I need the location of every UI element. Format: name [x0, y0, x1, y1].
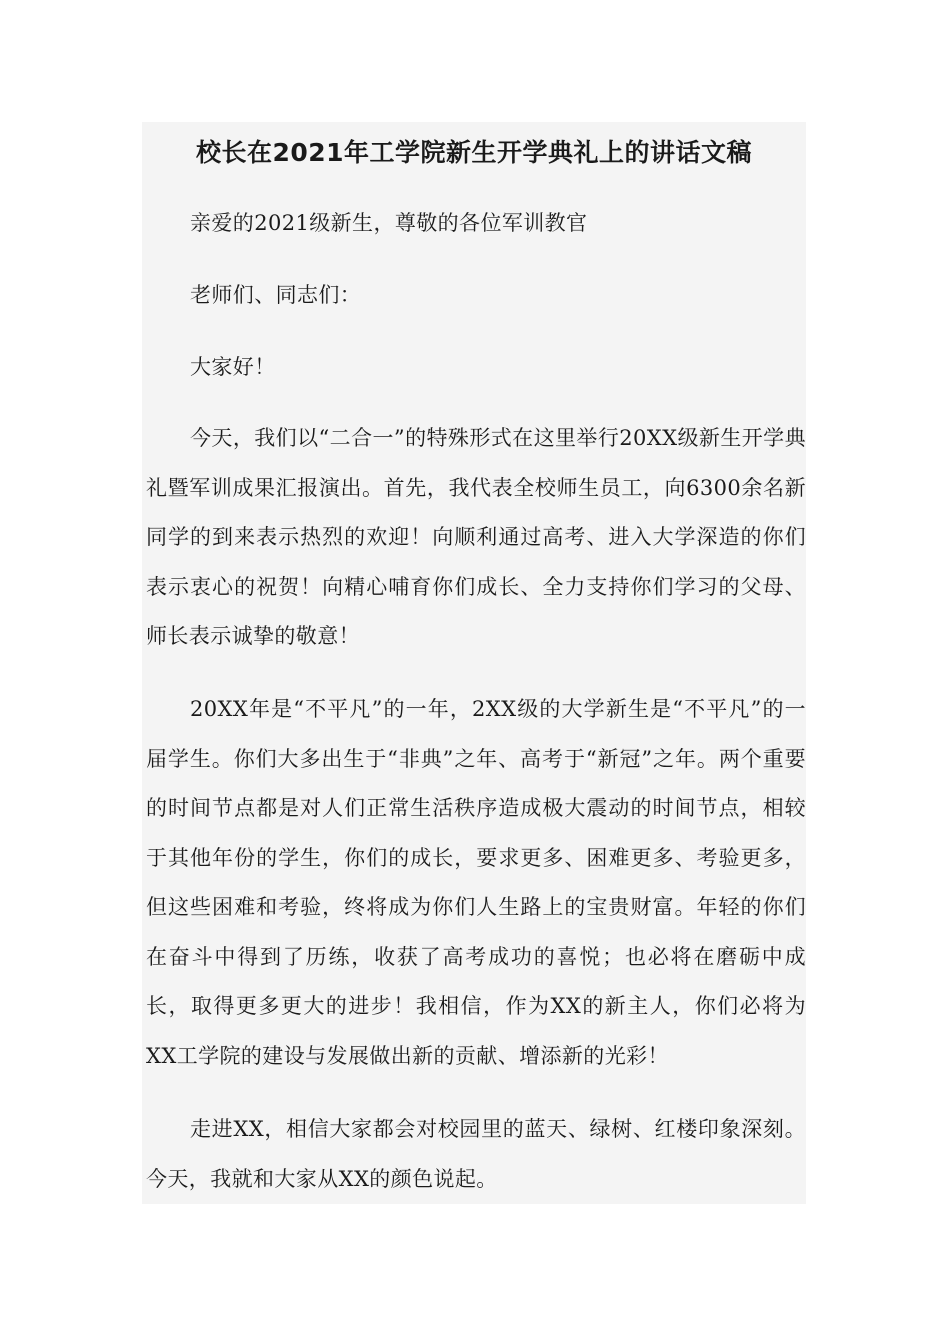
greeting-paragraph: 大家好！: [190, 355, 276, 379]
salutation-paragraph: 老师们、同志们：: [190, 283, 362, 307]
body-paragraph: 20XX年是“不平凡”的一年，2XX级的大学新生是“不平凡”的一届学生。你们大多出生于“非典”之年、高考于“新冠”之年。两个重要的时间节点都是对人们正常生活秩序造成极大震动的时间节点，相较于其他年份的学生，你们的成长，要求更多、困难更多、考验更多，但这些困难和考验，终将成为你们人生路上的宝贵财富。年轻的你们在奋斗中得到了历练，收获了高考成功的喜悦；也必将在磨砺中成长，取得更多更大的进步！我相信，作为XX的新主人，你们必将为XX工学院的建设与发展做出新的贡献、增添新的光彩！: [146, 697, 806, 1068]
body-paragraph: 走进XX，相信大家都会对校园里的蓝天、绿树、红楼印象深刻。今天，我就和大家从XX的颜色说起。: [146, 1117, 806, 1191]
salutation-paragraph: 亲爱的2021级新生，尊敬的各位军训教官: [190, 211, 588, 235]
document-title: 校长在2021年工学院新生开学典礼上的讲话文稿: [195, 138, 753, 167]
body-paragraph: 今天，我们以“二合一”的特殊形式在这里举行20XX级新生开学典礼暨军训成果汇报演出。首先，我代表全校师生员工，向6300余名新同学的到来表示热烈的欢迎！向顺利通过高考、进入大学深造的你们表示衷心的祝贺！向精心哺育你们成长、全力支持你们学习的父母、师长表示诚挚的敬意！: [146, 426, 806, 648]
